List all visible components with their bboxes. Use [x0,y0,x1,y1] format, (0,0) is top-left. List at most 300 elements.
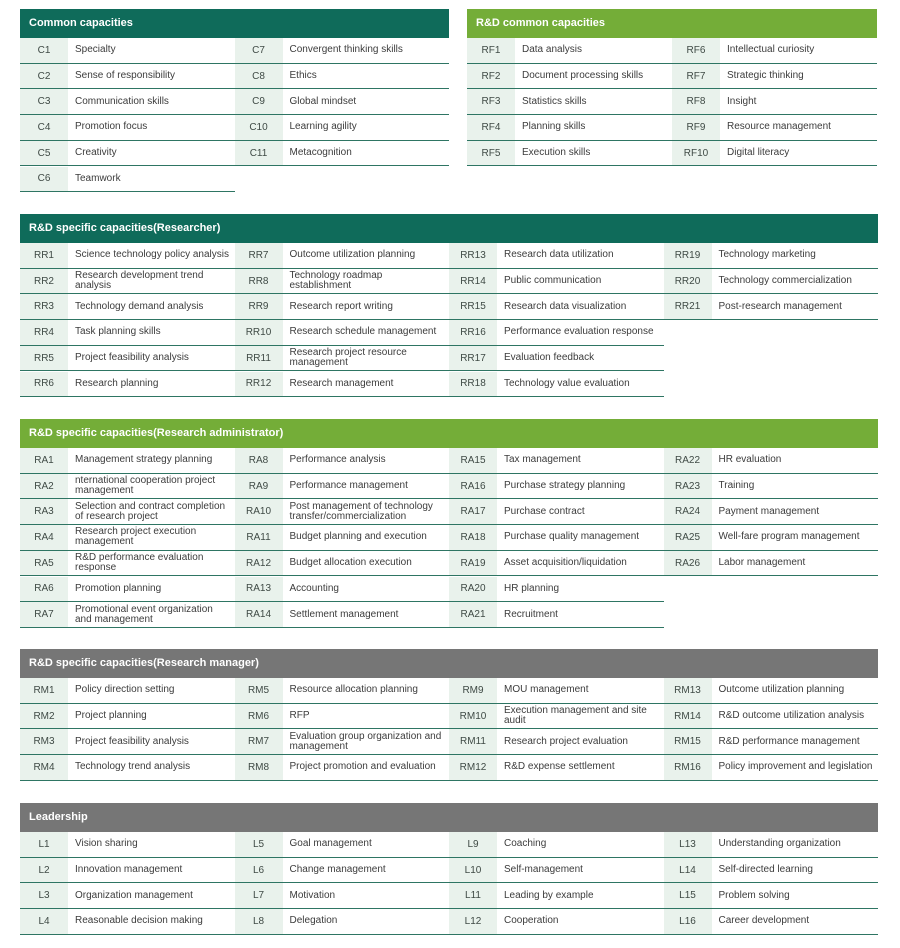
capacity-name: Task planning skills [75,326,161,338]
capacity-name: Strategic thinking [727,70,804,82]
capacity-code: RA1 [20,448,68,473]
capacity-item [20,269,235,295]
capacity-code: RF3 [467,89,515,114]
capacity-name: Labor management [718,557,806,569]
capacity-code: RF8 [672,89,720,114]
capacity-name: Sense of responsibility [75,70,176,82]
capacity-grid [20,243,878,399]
capacity-item [664,448,879,474]
capacity-item [664,755,879,781]
section-title: R&D specific capacities(Research administrator) [20,419,878,448]
capacity-name: Performance evaluation response [504,326,654,338]
capacity-name: Science technology policy analysis [75,249,229,261]
capacity-code: RA10 [235,499,283,524]
capacity-code: C3 [20,89,68,114]
capacity-code: RA16 [449,474,497,499]
capacity-code: L14 [664,858,712,883]
capacity-item [20,729,235,755]
capacity-item [235,577,450,603]
capacity-name: Coaching [504,838,547,850]
capacity-item [664,678,879,704]
capacity-code: RM10 [449,704,497,729]
capacity-item [235,704,450,730]
capacity-name: Research project resource management [289,347,407,369]
capacity-code: L15 [664,883,712,908]
capacity-item [235,243,450,269]
capacity-item [449,499,664,525]
capacity-item [449,243,664,269]
capacity-code: RM14 [664,704,712,729]
capacity-item [235,678,450,704]
capacity-item [449,602,664,628]
capacity-item [20,602,235,628]
capacity-code: RR10 [235,320,283,345]
capacity-name: Outcome utilization planning [718,684,845,696]
capacity-item [235,755,450,781]
capacity-item [235,551,450,577]
capacity-name: Performance management [289,480,408,492]
capacity-name: MOU management [504,684,589,696]
capacity-name: Asset acquisition/liquidation [504,557,627,569]
capacity-code: C11 [235,141,283,166]
capacity-item [235,294,450,320]
capacity-name: Vision sharing [75,838,138,850]
capacity-name: Training [718,480,755,492]
capacity-name: Public communication [504,275,602,287]
section-title: Leadership [20,803,878,832]
capacity-name: Execution skills [522,147,591,159]
capacity-code: RM12 [449,755,497,780]
capacity-name: Evaluation group organization and management [289,730,442,752]
capacity-item [664,294,879,320]
capacity-item [664,729,879,755]
capacity-code: RF4 [467,115,515,140]
capacity-code: RA14 [235,602,283,627]
capacity-item [664,269,879,295]
capacity-name: RFP [289,710,310,722]
capacity-name: Research data visualization [504,300,627,312]
capacity-item [20,38,235,64]
capacity-code: RM6 [235,704,283,729]
capacity-code: L1 [20,832,68,857]
capacity-name: Intellectual curiosity [727,44,815,56]
capacity-code: L10 [449,858,497,883]
capacity-item [664,243,879,269]
capacity-item [235,729,450,755]
capacity-item [20,448,235,474]
capacity-grid [20,38,449,194]
capacity-name: R&D outcome utilization analysis [718,710,865,722]
capacity-name: Project planning [75,710,147,722]
capacity-name: Promotion planning [75,582,162,594]
section-common [20,9,449,194]
capacity-name: Technology roadmap establishment [289,270,383,292]
capacity-item [235,372,450,398]
capacity-name: Evaluation feedback [504,352,595,364]
capacity-item [449,729,664,755]
capacity-code: RA19 [449,551,497,576]
capacity-name: Resource management [727,121,831,133]
capacity-item [235,64,450,90]
capacity-code: RA13 [235,577,283,602]
capacity-code: RA4 [20,525,68,550]
capacity-code: RA9 [235,474,283,499]
capacity-name: Resource allocation planning [289,684,418,696]
capacity-code: L11 [449,883,497,908]
capacity-name: Technology commercialization [718,275,852,287]
capacity-code: C2 [20,64,68,89]
capacity-code: C10 [235,115,283,140]
capacity-code: RR2 [20,269,68,294]
capacity-code: RA7 [20,602,68,627]
capacity-name: Global mindset [289,95,357,107]
capacity-item [235,474,450,500]
capacity-name: Promotion focus [75,121,148,133]
capacity-name: Purchase strategy planning [504,480,626,492]
capacity-code: RM11 [449,729,497,754]
capacity-item [672,115,877,141]
capacity-item [449,755,664,781]
capacity-item [672,38,877,64]
capacity-code: RR4 [20,320,68,345]
capacity-item [449,269,664,295]
capacity-code: C8 [235,64,283,89]
capacity-name: Management strategy planning [75,454,213,466]
section-title: Common capacities [20,9,449,38]
capacity-item [449,832,664,858]
capacity-item [20,141,235,167]
capacity-name: Research management [289,377,394,389]
capacity-item [467,115,672,141]
capacity-item [449,448,664,474]
capacity-item [20,115,235,141]
capacity-item [20,551,235,577]
capacity-code: RR1 [20,243,68,268]
capacity-code: RR18 [449,372,497,397]
capacity-name: Policy direction setting [75,684,175,696]
capacity-name: Accounting [289,582,339,594]
capacity-code: RR8 [235,269,283,294]
capacity-item [20,858,235,884]
capacity-name: Learning agility [289,121,357,133]
capacity-item [664,474,879,500]
capacity-code: RM5 [235,678,283,703]
capacity-name: HR planning [504,582,560,594]
capacity-code: RM9 [449,678,497,703]
capacity-item [235,525,450,551]
capacity-code: RA6 [20,577,68,602]
capacity-code: RA22 [664,448,712,473]
capacity-item [467,89,672,115]
capacity-item [235,115,450,141]
capacity-name: Purchase contract [504,505,585,517]
capacity-name: Well-fare program management [718,531,860,543]
capacity-name: Post-research management [718,300,842,312]
capacity-name: Motivation [289,889,336,901]
capacity-name: Document processing skills [522,70,644,82]
capacity-code: RM4 [20,755,68,780]
capacity-code: RF5 [467,141,515,166]
capacity-code: RA26 [664,551,712,576]
capacity-name: Delegation [289,915,338,927]
capacity-code: RR9 [235,294,283,319]
capacity-code: RA15 [449,448,497,473]
capacity-item [20,832,235,858]
capacity-name: Understanding organization [718,838,841,850]
capacity-name: R&D performance management [718,735,860,747]
capacity-name: Promotional event organization and management [75,603,213,625]
capacity-code: RF10 [672,141,720,166]
capacity-item [235,909,450,935]
capacity-code: C7 [235,38,283,63]
capacity-name: Statistics skills [522,95,587,107]
capacity-name: Ethics [289,70,317,82]
capacity-code: L13 [664,832,712,857]
capacity-name: Cooperation [504,915,559,927]
capacity-item [449,858,664,884]
capacity-item [20,167,235,193]
capacity-code: RA8 [235,448,283,473]
capacity-name: Goal management [289,838,372,850]
capacity-item [20,678,235,704]
capacity-name: Reasonable decision making [75,915,203,927]
capacity-item [235,89,450,115]
capacity-code: RR15 [449,294,497,319]
capacity-item [235,883,450,909]
capacity-item [235,499,450,525]
capacity-code: RA21 [449,602,497,627]
capacity-item [664,909,879,935]
capacity-grid [20,678,878,782]
capacity-name: Change management [289,864,386,876]
capacity-item [20,474,235,500]
capacity-item [449,704,664,730]
capacity-item [20,64,235,90]
capacity-code: RR7 [235,243,283,268]
capacity-code: L8 [235,909,283,934]
capacity-code: L6 [235,858,283,883]
capacity-code: RR20 [664,269,712,294]
capacity-item [449,372,664,398]
capacity-item [449,346,664,372]
capacity-item [449,294,664,320]
capacity-item [235,832,450,858]
capacity-name: Specialty [75,44,116,56]
capacity-name: nternational cooperation project management [75,475,216,497]
capacity-grid [20,832,878,936]
capacity-code: RA23 [664,474,712,499]
capacity-item [20,372,235,398]
capacity-code: RR14 [449,269,497,294]
capacity-item [449,577,664,603]
capacity-item [20,525,235,551]
capacity-code: RM15 [664,729,712,754]
capacity-name: Post management of technology transfer/commercialization [289,500,433,522]
capacity-name: Research report writing [289,300,393,312]
capacity-grid [467,38,877,168]
capacity-code: L12 [449,909,497,934]
section-leadership [20,803,878,936]
capacity-item [449,551,664,577]
section-title: R&D specific capacities(Research manager) [20,649,878,678]
capacity-item [664,883,879,909]
capacity-name: Settlement management [289,608,399,620]
capacity-item [20,909,235,935]
capacity-code: RR19 [664,243,712,268]
capacity-code: RR11 [235,346,283,371]
capacity-code: RR3 [20,294,68,319]
capacity-name: Technology marketing [718,249,816,261]
capacity-name: Communication skills [75,95,169,107]
section-manager [20,649,878,782]
capacity-name: Research schedule management [289,326,437,338]
capacity-name: Self-directed learning [718,864,813,876]
capacity-item [449,883,664,909]
capacity-code: L3 [20,883,68,908]
capacity-name: Research planning [75,377,159,389]
section-administrator [20,419,878,630]
capacity-item [20,704,235,730]
capacity-code: RA17 [449,499,497,524]
capacity-item [467,38,672,64]
capacity-code: RM2 [20,704,68,729]
capacity-name: Digital literacy [727,147,790,159]
capacity-name: R&D expense settlement [504,761,615,773]
capacity-item [467,141,672,167]
capacity-name: Problem solving [718,889,790,901]
capacity-code: RR21 [664,294,712,319]
capacity-name: Technology trend analysis [75,761,191,773]
capacity-code: C4 [20,115,68,140]
capacity-item [672,141,877,167]
capacity-code: L7 [235,883,283,908]
capacity-item [672,64,877,90]
capacity-name: Outcome utilization planning [289,249,416,261]
capacity-item [235,448,450,474]
capacity-name: Selection and contract completion of research project [75,500,226,522]
capacity-name: Technology demand analysis [75,300,204,312]
capacity-code: RF2 [467,64,515,89]
capacity-item [235,269,450,295]
capacity-code: C9 [235,89,283,114]
capacity-code: RA11 [235,525,283,550]
capacity-item [449,525,664,551]
capacity-item [664,704,879,730]
capacity-code: RF7 [672,64,720,89]
capacity-name: Budget allocation execution [289,557,412,569]
capacity-code: L5 [235,832,283,857]
capacity-item [449,320,664,346]
section-title: R&D common capacities [467,9,877,38]
capacity-code: RA24 [664,499,712,524]
capacity-code: RF1 [467,38,515,63]
capacity-name: Research project evaluation [504,735,628,747]
capacity-code: L9 [449,832,497,857]
capacity-name: Research project execution management [75,526,197,548]
capacity-code: RR12 [235,372,283,397]
capacity-item [235,141,450,167]
capacity-item [20,320,235,346]
capacity-item [664,499,879,525]
capacity-name: Payment management [718,505,820,517]
capacity-code: RM16 [664,755,712,780]
capacity-item [449,474,664,500]
capacity-name: Data analysis [522,44,583,56]
capacity-item [20,499,235,525]
capacity-name: Self-management [504,864,583,876]
capacity-code: RM13 [664,678,712,703]
capacity-name: Project feasibility analysis [75,735,189,747]
capacity-code: RM8 [235,755,283,780]
capacity-name: R&D performance evaluation response [75,552,204,574]
capacity-code: C1 [20,38,68,63]
capacity-item [235,320,450,346]
capacity-code: RM7 [235,729,283,754]
capacity-name: Planning skills [522,121,586,133]
capacity-name: Budget planning and execution [289,531,427,543]
capacity-item [664,832,879,858]
capacity-name: Purchase quality management [504,531,640,543]
capacity-code: RA2 [20,474,68,499]
capacity-code: RA20 [449,577,497,602]
capacity-item [664,551,879,577]
capacity-name: Creativity [75,147,117,159]
capacity-code: C5 [20,141,68,166]
capacity-code: L4 [20,909,68,934]
section-rnd-common [467,9,877,168]
capacity-code: RA25 [664,525,712,550]
capacity-name: Teamwork [75,172,121,184]
capacity-name: Execution management and site audit [504,705,647,727]
capacity-item [20,346,235,372]
capacity-item [235,346,450,372]
capacity-item [664,525,879,551]
capacity-item [664,858,879,884]
capacity-code: RR6 [20,372,68,397]
capacity-item [449,909,664,935]
capacity-name: Research development trend analysis [75,270,204,292]
capacity-code: RA3 [20,499,68,524]
capacity-item [20,577,235,603]
capacity-item [20,89,235,115]
capacity-code: RA12 [235,551,283,576]
capacity-item [672,89,877,115]
capacity-item [235,858,450,884]
capacity-name: Insight [727,95,757,107]
capacity-name: Policy improvement and legislation [718,761,873,773]
capacity-code: RR5 [20,346,68,371]
capacity-code: L2 [20,858,68,883]
capacity-code: RM3 [20,729,68,754]
section-title: R&D specific capacities(Researcher) [20,214,878,243]
capacity-code: RF9 [672,115,720,140]
capacity-name: Recruitment [504,608,558,620]
capacity-name: Project promotion and evaluation [289,761,436,773]
capacity-code: RR13 [449,243,497,268]
capacity-code: RF6 [672,38,720,63]
capacity-name: Organization management [75,889,193,901]
capacity-grid [20,448,878,630]
capacity-code: C6 [20,167,68,192]
capacity-name: Innovation management [75,864,183,876]
capacity-name: HR evaluation [718,454,782,466]
capacity-item [235,38,450,64]
capacity-name: Convergent thinking skills [289,44,403,56]
capacity-code: RA5 [20,551,68,576]
capacity-name: Performance analysis [289,454,386,466]
capacity-code: RM1 [20,678,68,703]
capacity-name: Metacognition [289,147,352,159]
